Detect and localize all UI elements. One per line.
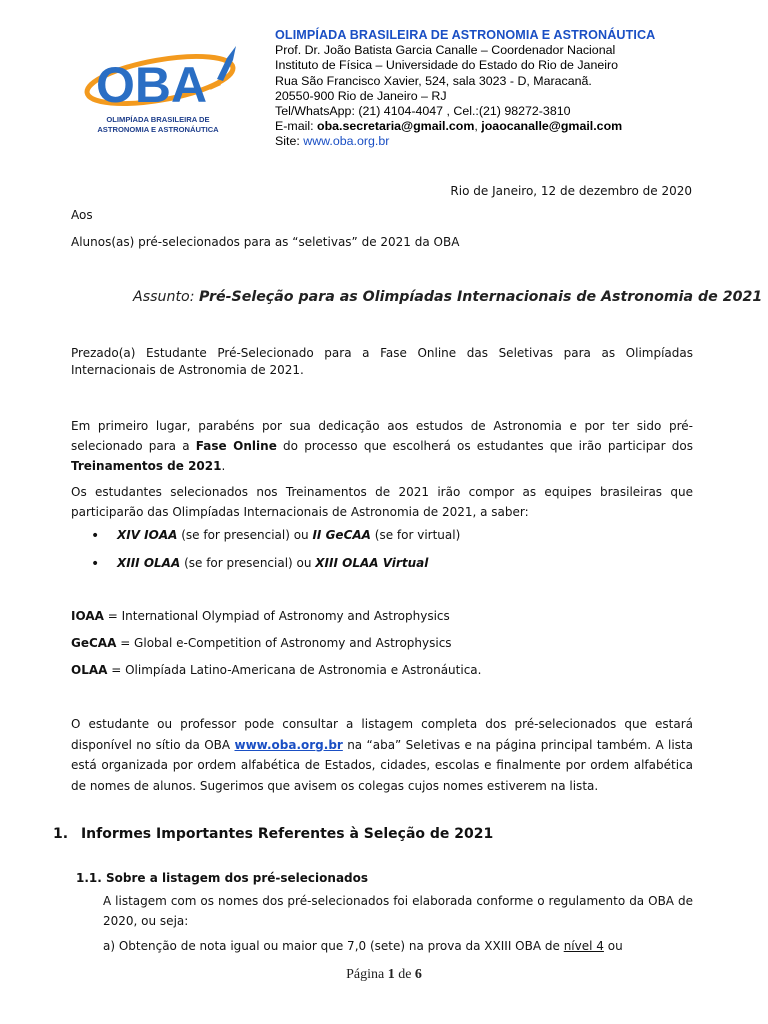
page-total: 6 xyxy=(414,967,422,982)
subject-label: Assunto: xyxy=(133,289,200,305)
def-text: = Global e-Competition of Astronomy and Astrophysics xyxy=(116,636,452,650)
greeting-line-2: Internacionais de Astronomia de 2021. xyxy=(71,363,304,377)
listing-2a: disponível no sítio da OBA xyxy=(71,737,235,752)
bullet1-gecaa: II GeCAA xyxy=(312,528,371,542)
email-link-2[interactable]: joaocanalle@gmail.com xyxy=(481,119,623,134)
bullet-dot-icon: • xyxy=(91,556,100,572)
congrats-end: . xyxy=(221,459,226,473)
subject-line xyxy=(133,289,762,305)
bullet1-ioaa: XIV IOAA xyxy=(117,528,178,542)
phone: Tel/WhatsApp: (21) 4104-4047 , Cel.:(21) 98272-3810 xyxy=(275,104,571,119)
email-link-1[interactable]: oba.secretaria@gmail.com xyxy=(317,119,475,134)
congrats-line-3 xyxy=(71,456,693,476)
listing-line-2 xyxy=(71,735,693,756)
listing-line-4: de nomes de alunos. Sugerimos que avisem os colegas cujos nomes estiverem na lista. xyxy=(71,778,599,793)
teams-line-2: participarão das Olimpíadas Internacionais de Astronomia de 2021, a saber: xyxy=(71,505,529,519)
definition-olaa xyxy=(71,663,481,677)
congrats-line-2 xyxy=(71,436,693,456)
site-label: Site: xyxy=(275,134,304,149)
address: Rua São Francisco Xavier, 524, sala 3023 - D, Maracanã. xyxy=(275,73,592,88)
listing-line-3: está organizada por ordem alfabética de Estados, cidades, escolas e finalmente por ordem alfabética xyxy=(71,758,693,772)
def-term: OLAA xyxy=(71,663,108,677)
email-label: E-mail: xyxy=(275,119,317,134)
section-title: Informes Importantes Referentes à Seleção de 2021 xyxy=(80,826,494,842)
sub-line-1: A listagem com os nomes dos pré-selecionados foi elaborada conforme o regulamento da OBA de xyxy=(103,894,693,908)
criterion-a-level: nível 4 xyxy=(563,939,604,953)
listing-line-1: O estudante ou professor pode consultar a listagem completa dos pré-selecionados que estará xyxy=(71,717,693,731)
recipients: Alunos(as) pré-selecionados para as “seletivas” de 2021 da OBA xyxy=(71,235,460,249)
of-word: de xyxy=(394,967,415,982)
greeting-line-1: Prezado(a) Estudante Pré-Selecionado para a Fase Online das Seletivas para as Olimpíadas xyxy=(71,346,693,360)
letterhead xyxy=(275,28,655,150)
bullet2-text-b: (se for presencial) ou xyxy=(180,556,316,570)
subsection-heading xyxy=(76,871,368,885)
criterion-a-end: ou xyxy=(603,939,623,953)
email-line xyxy=(275,119,655,134)
logo-caption-line1: OLIMPÍADA BRASILEIRA DE xyxy=(106,115,210,124)
congrats-2a: selecionado para a xyxy=(71,439,196,453)
criterion-a-text: a) Obtenção de nota igual ou maior que 7,0 (sete) na prova da XXIII OBA de xyxy=(103,939,564,953)
logo-caption-line2: ASTRONOMIA E ASTRONÁUTICA xyxy=(97,125,219,134)
section-heading xyxy=(53,826,493,842)
bullet1-text-d: (se for virtual) xyxy=(370,528,461,542)
paragraph-teams xyxy=(71,482,693,522)
def-text: = International Olympiad of Astronomy and Astrophysics xyxy=(103,609,450,623)
page-number: 1 xyxy=(387,967,395,982)
greeting-paragraph xyxy=(71,346,693,377)
bullet-item xyxy=(91,556,429,572)
subject-text: Pré-Seleção para as Olimpíadas Internacionais de Astronomia de 2021 xyxy=(199,289,763,305)
listing-2b: na “aba” Seletivas e na página principal também. A lista xyxy=(342,737,693,752)
coordinator: Prof. Dr. João Batista Garcia Canalle – Coordenador Nacional xyxy=(275,43,616,58)
definition-gecaa xyxy=(71,636,452,650)
site-line xyxy=(275,134,655,149)
oba-site-link[interactable]: www.oba.org.br xyxy=(234,737,343,752)
subsection-body xyxy=(103,891,693,931)
bullet2-olaa-virtual: XIII OLAA Virtual xyxy=(315,556,429,570)
salutation-to: Aos xyxy=(71,208,93,222)
bullet1-text-b: (se for presencial) ou xyxy=(177,528,313,542)
bullet-text xyxy=(117,528,460,542)
logo-mark: OBA xyxy=(96,57,208,113)
bullet-item xyxy=(91,528,461,544)
sub-line-2: 2020, ou seja: xyxy=(103,914,189,928)
site-link[interactable]: www.oba.org.br xyxy=(303,134,390,149)
subsection-number: 1.1. xyxy=(76,871,102,885)
org-name: OLIMPÍADA BRASILEIRA DE ASTRONOMIA E ASTRONÁUTICA xyxy=(275,28,656,42)
section-number: 1. xyxy=(53,826,69,842)
bullet2-olaa: XIII OLAA xyxy=(117,556,181,570)
congrats-line-1: Em primeiro lugar, parabéns por sua dedicação aos estudos de Astronomia e por ter sido pré- xyxy=(71,419,693,433)
page-footer xyxy=(0,967,768,983)
congrats-fase-online: Fase Online xyxy=(195,439,277,453)
oba-logo xyxy=(78,38,250,140)
page-word: Página xyxy=(346,967,388,982)
teams-line-1: Os estudantes selecionados nos Treinamentos de 2021 irão compor as equipes brasileiras que xyxy=(71,485,693,499)
subsection-title: Sobre a listagem dos pré-selecionados xyxy=(106,871,369,885)
def-term: IOAA xyxy=(71,609,104,623)
paragraph-listing xyxy=(71,714,693,796)
bullet-text xyxy=(117,556,428,570)
congrats-2c: do processo que escolherá os estudantes que irão participar dos xyxy=(276,439,693,453)
bullet-dot-icon: • xyxy=(91,528,100,544)
def-text: = Olimpíada Latino-Americana de Astronomia e Astronáutica. xyxy=(107,663,482,677)
letter-date: Rio de Janeiro, 12 de dezembro de 2020 xyxy=(450,184,692,198)
institute: Instituto de Física – Universidade do Estado do Rio de Janeiro xyxy=(275,58,619,73)
criterion-a xyxy=(103,939,623,953)
paragraph-congrats xyxy=(71,416,693,476)
definition-ioaa xyxy=(71,609,450,623)
email-separator: , xyxy=(474,119,482,134)
city: 20550-900 Rio de Janeiro – RJ xyxy=(275,88,447,103)
congrats-treinamentos: Treinamentos de 2021 xyxy=(71,459,222,473)
def-term: GeCAA xyxy=(71,636,117,650)
